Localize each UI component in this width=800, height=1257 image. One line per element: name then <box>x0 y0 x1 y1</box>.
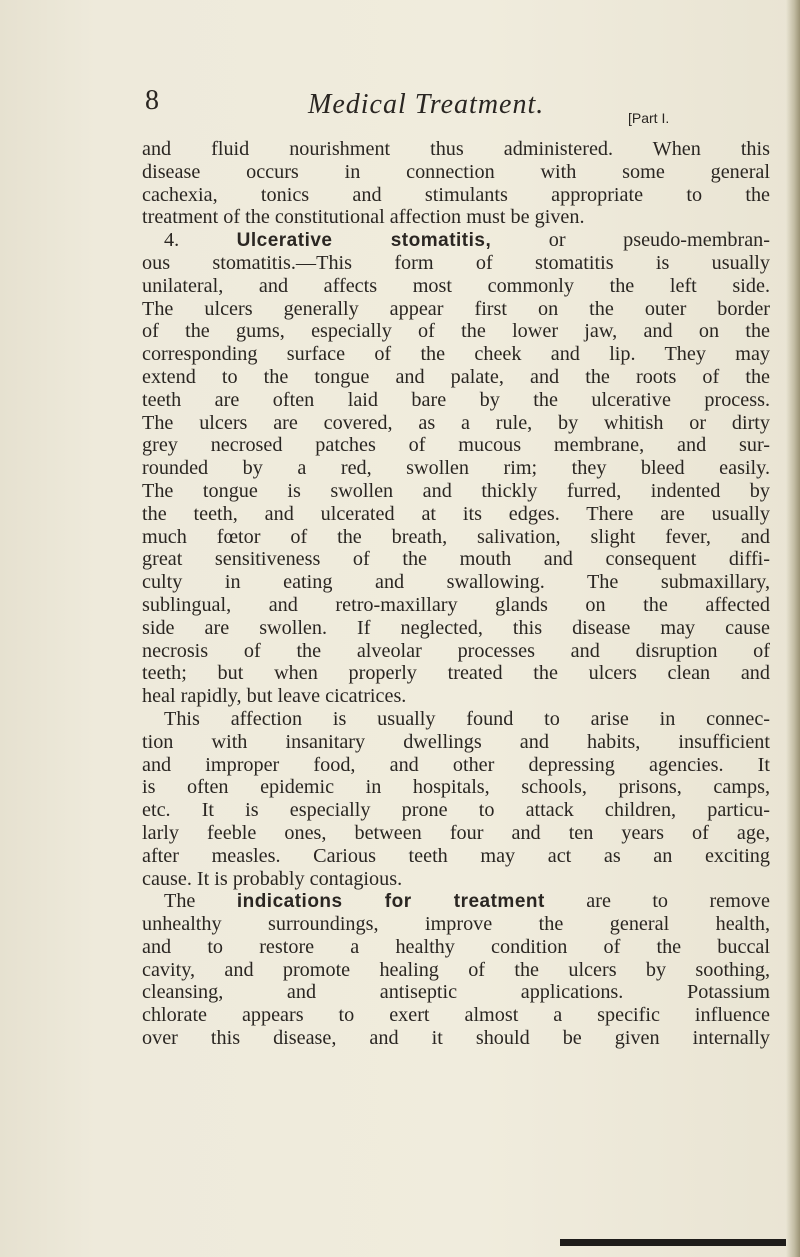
text-line <box>142 526 770 549</box>
text-line <box>142 868 770 891</box>
page-number: 8 <box>145 85 159 116</box>
text-line <box>142 320 770 343</box>
line-text: sublingual, and retro-maxillary glands on the affected <box>142 593 770 616</box>
text-line <box>142 206 770 229</box>
text-line <box>142 594 770 617</box>
text-line <box>142 640 770 663</box>
text-line <box>142 890 770 913</box>
text-line <box>142 662 770 685</box>
line-text: treatment of the constitutional affection must be given. <box>142 206 585 229</box>
text-line <box>142 275 770 298</box>
line-text: corresponding surface of the cheek and lip. They may <box>142 343 770 366</box>
line-text: heal rapidly, but leave cicatrices. <box>142 685 407 708</box>
line-text: after measles. Carious teeth may act as an exciting <box>142 844 770 867</box>
line-text: disease occurs in connection with some general <box>142 160 770 183</box>
text-line <box>142 138 770 161</box>
line-text: The ulcers are covered, as a rule, by whitish or dirty <box>142 411 770 434</box>
line-text: great sensitiveness of the mouth and consequent diffi- <box>142 548 770 571</box>
text-line <box>142 776 770 799</box>
line-text: extend to the tongue and palate, and the roots of the <box>142 365 770 388</box>
run-in-heading: Ulcerative stomatitis, <box>236 230 492 252</box>
text-line <box>142 412 770 435</box>
bottom-rule <box>560 1239 786 1246</box>
text-line <box>142 184 770 207</box>
text-line <box>142 389 770 412</box>
line-text: cleansing, and antiseptic applications. Potassium <box>142 981 770 1004</box>
line-prefix: The <box>164 890 237 913</box>
text-line <box>142 548 770 571</box>
page-header <box>0 86 800 136</box>
line-text: teeth are often laid bare by the ulcerative process. <box>142 388 770 411</box>
line-text: of the gums, especially of the lower jaw, and on the <box>142 320 770 343</box>
line-text: rounded by a red, swollen rim; they bleed easily. <box>142 457 770 480</box>
line-text: necrosis of the alveolar processes and disruption of <box>142 639 770 662</box>
text-line <box>142 343 770 366</box>
line-text: or pseudo-membran- <box>491 229 770 252</box>
line-text: ous stomatitis.—This form of stomatitis is usually <box>142 251 770 274</box>
text-line <box>142 366 770 389</box>
text-line <box>142 731 770 754</box>
line-text: teeth; but when properly treated the ulcers clean and <box>142 662 770 685</box>
body-text <box>142 138 770 1050</box>
text-line <box>142 298 770 321</box>
text-line <box>142 480 770 503</box>
text-line <box>142 457 770 480</box>
line-text: The ulcers generally appear first on the outer border <box>142 297 770 320</box>
line-text: grey necrosed patches of mucous membrane, and sur- <box>142 434 770 457</box>
text-line <box>142 913 770 936</box>
text-line <box>142 754 770 777</box>
line-text: is often epidemic in hospitals, schools, prisons, camps, <box>142 776 770 799</box>
line-text: etc. It is especially prone to attack children, particu- <box>142 799 770 822</box>
section-number: 4. <box>164 229 237 252</box>
line-text: over this disease, and it should be given internally <box>142 1027 770 1050</box>
part-label: [Part I. <box>628 110 670 126</box>
line-text: side are swollen. If neglected, this disease may cause <box>142 616 770 639</box>
text-line <box>142 434 770 457</box>
text-line <box>142 571 770 594</box>
line-text: The tongue is swollen and thickly furred, indented by <box>142 479 770 502</box>
line-text: tion with insanitary dwellings and habits, insufficient <box>142 730 770 753</box>
line-text: are to remove <box>544 890 770 913</box>
line-text: larly feeble ones, between four and ten years of age, <box>142 821 770 844</box>
text-line <box>142 936 770 959</box>
text-line <box>142 959 770 982</box>
text-line <box>142 685 770 708</box>
text-line <box>142 799 770 822</box>
text-line <box>142 252 770 275</box>
text-line <box>142 161 770 184</box>
line-text: unilateral, and affects most commonly the left side. <box>142 274 770 297</box>
line-text: the teeth, and ulcerated at its edges. There are usually <box>142 502 770 525</box>
line-text: and improper food, and other depressing agencies. It <box>142 753 770 776</box>
line-text: and to restore a healthy condition of the buccal <box>142 935 770 958</box>
text-line <box>142 1027 770 1050</box>
line-text: and fluid nourishment thus administered. When this <box>142 138 770 160</box>
running-title: Medical Treatment. <box>308 89 545 120</box>
line-text: culty in eating and swallowing. The submaxillary, <box>142 571 770 594</box>
text-line <box>142 981 770 1004</box>
line-text: cavity, and promote healing of the ulcers by soothing, <box>142 958 770 981</box>
text-line <box>142 1004 770 1027</box>
text-line <box>142 845 770 868</box>
line-text: cachexia, tonics and stimulants appropriate to the <box>142 183 770 206</box>
run-in-heading: indications for treatment <box>236 891 545 913</box>
page-edge-shadow <box>786 0 800 1257</box>
line-text: much fœtor of the breath, salivation, slight fever, and <box>142 525 770 548</box>
line-text: chlorate appears to exert almost a specific influence <box>142 1004 770 1027</box>
text-line <box>142 229 770 252</box>
line-text: unhealthy surroundings, improve the general health, <box>142 913 770 936</box>
line-text: cause. It is probably contagious. <box>142 867 403 890</box>
line-text: This affection is usually found to arise in connec- <box>164 707 770 730</box>
text-line <box>142 617 770 640</box>
text-line <box>142 822 770 845</box>
text-line <box>142 708 770 731</box>
text-line <box>142 503 770 526</box>
